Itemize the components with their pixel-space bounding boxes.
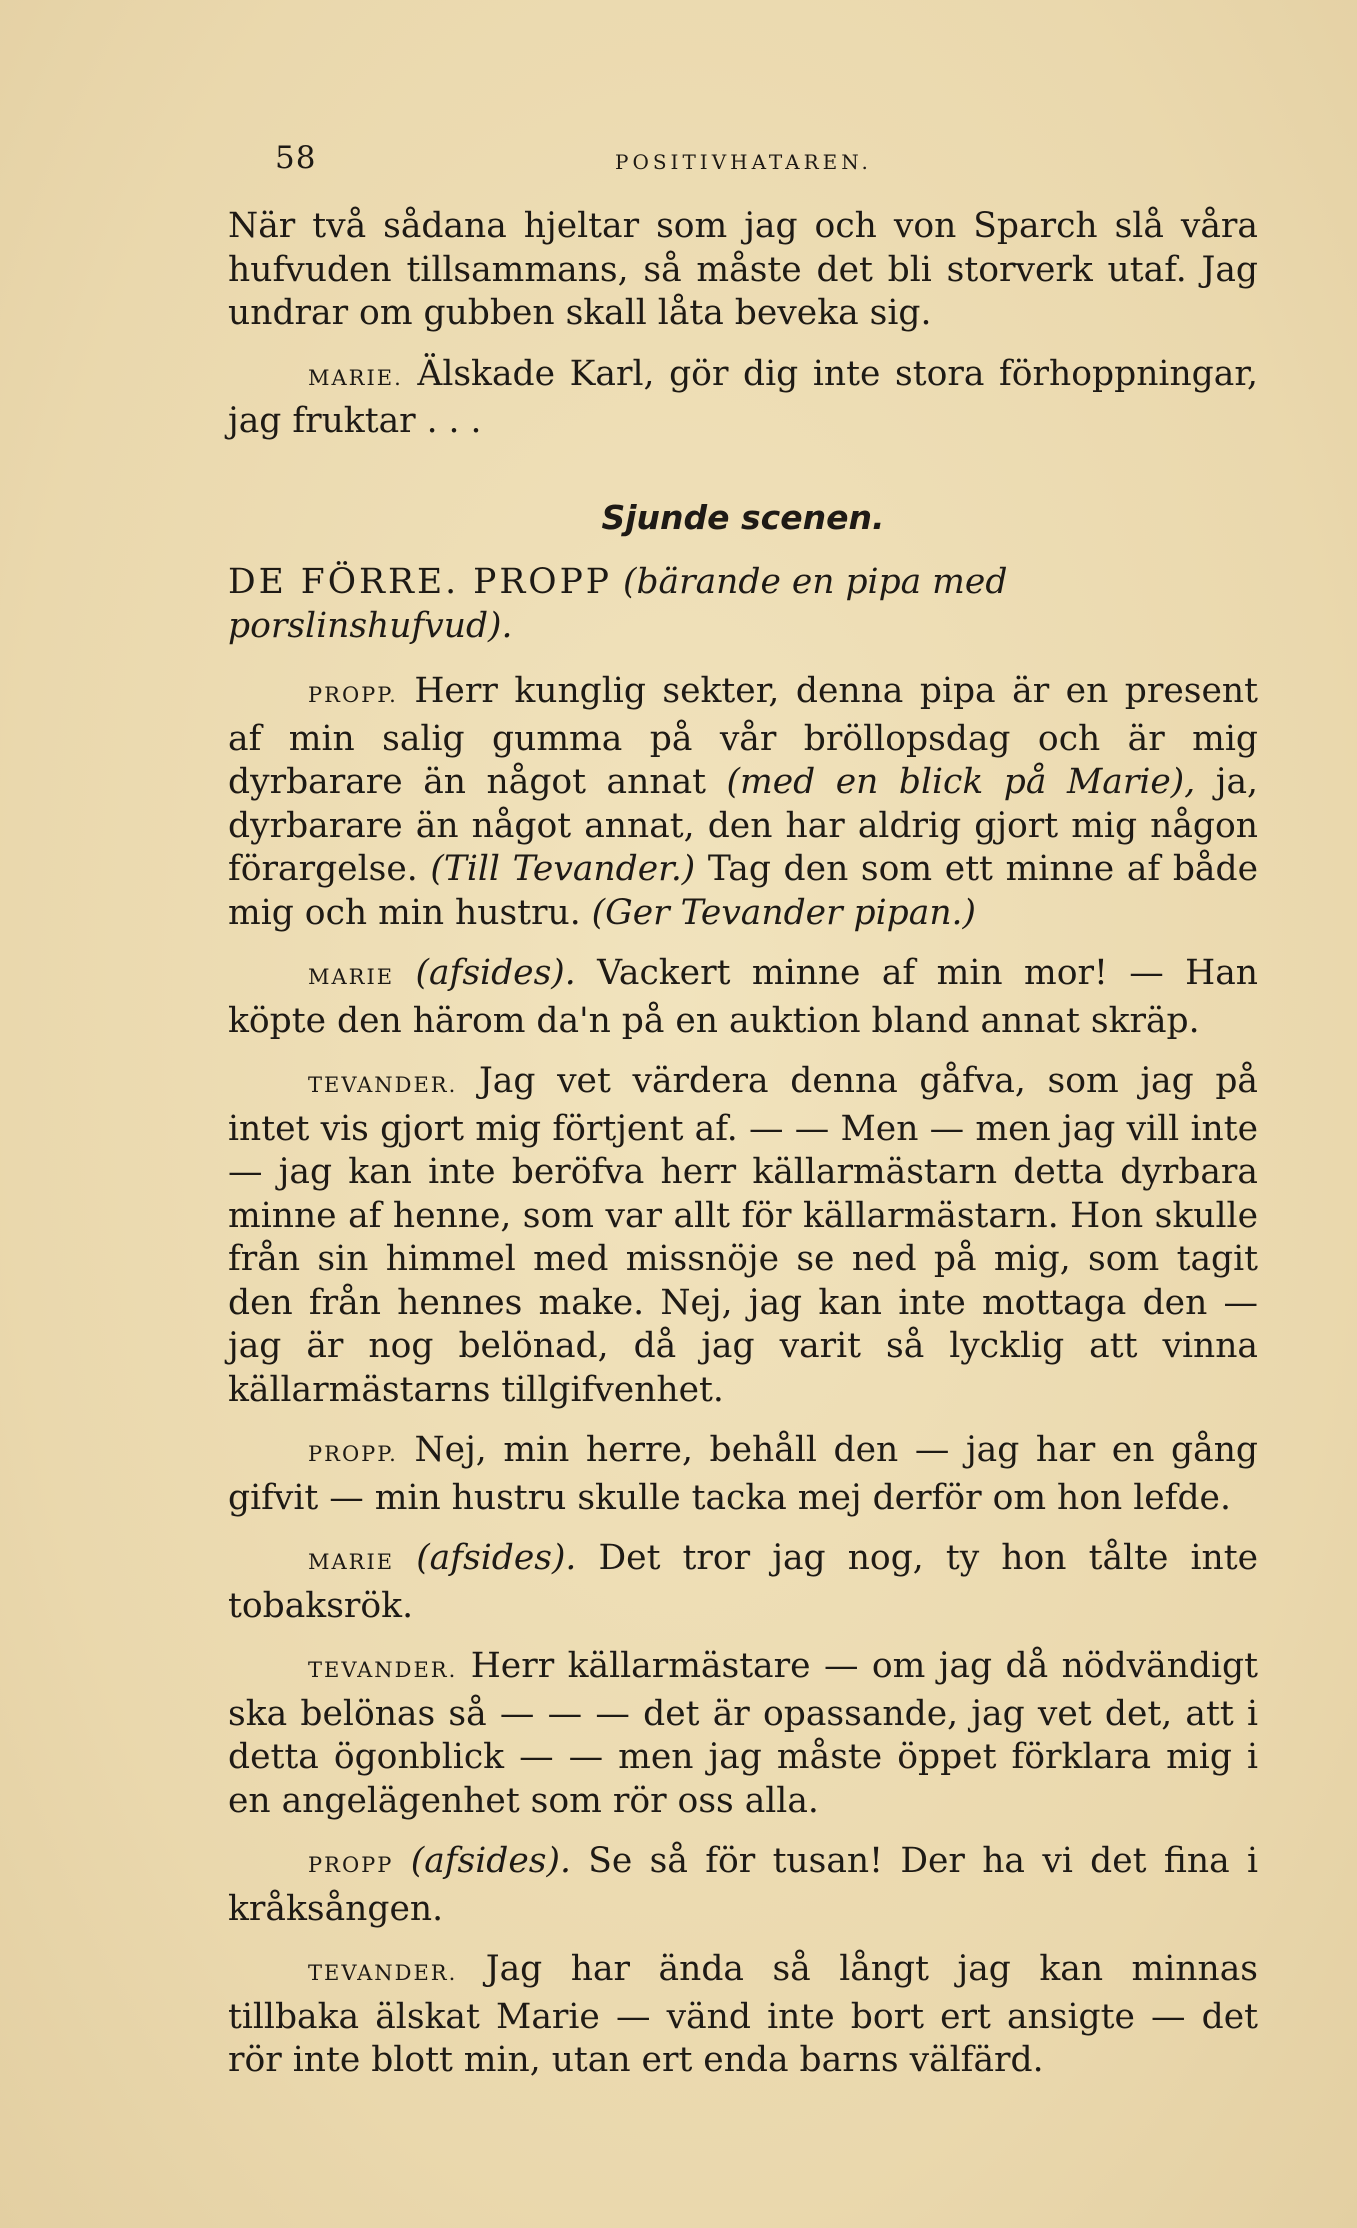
scene-heading: Sjunde scenen.: [601, 497, 885, 537]
speaker-name: MARIE.: [308, 365, 403, 390]
speech-text: ja, dyrbarare än något annat, den har aldrig gjort mig någon förargelse.: [228, 762, 1259, 889]
cast-names: DE FÖRRE. PROPP: [228, 562, 613, 602]
speech-text: Herr kunglig sekter, denna pipa är en present af min salig gumma på vår bröllopsdag och är mig dyrbarare än något annat: [228, 671, 1258, 802]
stage-direction: (afsides).: [410, 1841, 571, 1881]
speaker-name: PROPP.: [308, 1442, 398, 1466]
speech-text: Nej, min herre, behåll den — jag har en gång gifvit — min hustru skulle tacka mej derför om hon lefde.: [228, 1430, 1259, 1518]
speech-marie-3: [228, 1537, 1258, 1628]
speech-text: Älskade Karl, gör dig inte stora förhoppningar, jag fruktar . . .: [228, 353, 1258, 441]
speech-marie-2: [228, 952, 1258, 1043]
speech-tevander-3: [228, 1948, 1258, 2083]
speaker-name: MARIE: [308, 965, 395, 989]
page-number: 58: [275, 140, 317, 176]
body-text: [228, 205, 1258, 2083]
speaker-name: TEVANDER.: [308, 1658, 458, 1682]
page-header: [275, 140, 1255, 180]
speech-text: Jag har ända så långt jag kan minnas tillbaka älskat Marie — vänd inte bort ert ansigte — det rör inte blott min, utan ert enda barns välfärd.: [228, 1949, 1258, 2080]
speech-propp-1: [228, 670, 1258, 935]
speaker-name: TEVANDER.: [308, 1073, 458, 1097]
stage-direction: (afsides).: [416, 1538, 577, 1578]
scene-cast: [228, 561, 1258, 648]
speech-text: Jag vet värdera denna gåfva, som jag på intet vis gjort mig förtjent af. — — Men — men jag vill inte — jag kan inte beröfva herr källarmästarn detta dyrbara minne af henne, som var allt för källarmästarn. Hon skulle från sin himmel med missnöje se ned på mig, som tagit den från hennes make. Nej, jag kan inte mottaga den — jag är nog belönad, då jag varit så lycklig att vinna källarmästarns tillgifvenhet.: [228, 1061, 1258, 1410]
paragraph-1: [228, 205, 1258, 336]
speaker-name: TEVANDER.: [308, 1961, 458, 1985]
speech-tevander-2: [228, 1645, 1258, 1823]
speaker-name: MARIE: [308, 1550, 395, 1574]
paragraph-text: När två sådana hjeltar som jag och von Sparch slå våra hufvuden tillsammans, så måste det bli storverk utaf. Jag undrar om gubben skall låta beveka sig.: [228, 206, 1258, 333]
speech-text: Vackert minne af min mor! — Han köpte den härom da'n på en auktion bland annat skräp.: [228, 953, 1259, 1041]
stage-direction: (Till Tevander.): [430, 849, 696, 889]
speech-tevander-1: [228, 1060, 1258, 1412]
running-title: POSITIVHATAREN.: [615, 150, 872, 174]
stage-direction: (med en blick på Marie),: [726, 762, 1196, 802]
speaker-name: PROPP.: [308, 683, 398, 707]
speech-text: Det tror jag nog, ty hon tålte inte tobaksrök.: [228, 1538, 1258, 1626]
speech-marie-1: [228, 353, 1258, 444]
speech-propp-2: [228, 1429, 1258, 1520]
speech-text: Herr källarmästare — om jag då nödvändigt ska belönas så — — — det är opassande, jag vet det, att i detta ögonblick — — men jag måste öppet förklara mig i en angelägenhet som rör oss alla.: [228, 1646, 1258, 1821]
stage-direction: (bärande en pipa med porslinshufvud).: [228, 562, 1008, 646]
speech-propp-3: [228, 1840, 1258, 1931]
speech-text: Tag den som ett minne af både mig och min hustru.: [228, 849, 1258, 933]
stage-direction: (afsides).: [415, 953, 576, 993]
speech-text: Se så för tusan! Der ha vi det fina i kråksången.: [228, 1841, 1259, 1929]
speaker-name: PROPP: [308, 1853, 394, 1877]
stage-direction: (Ger Tevander pipan.): [591, 892, 976, 933]
